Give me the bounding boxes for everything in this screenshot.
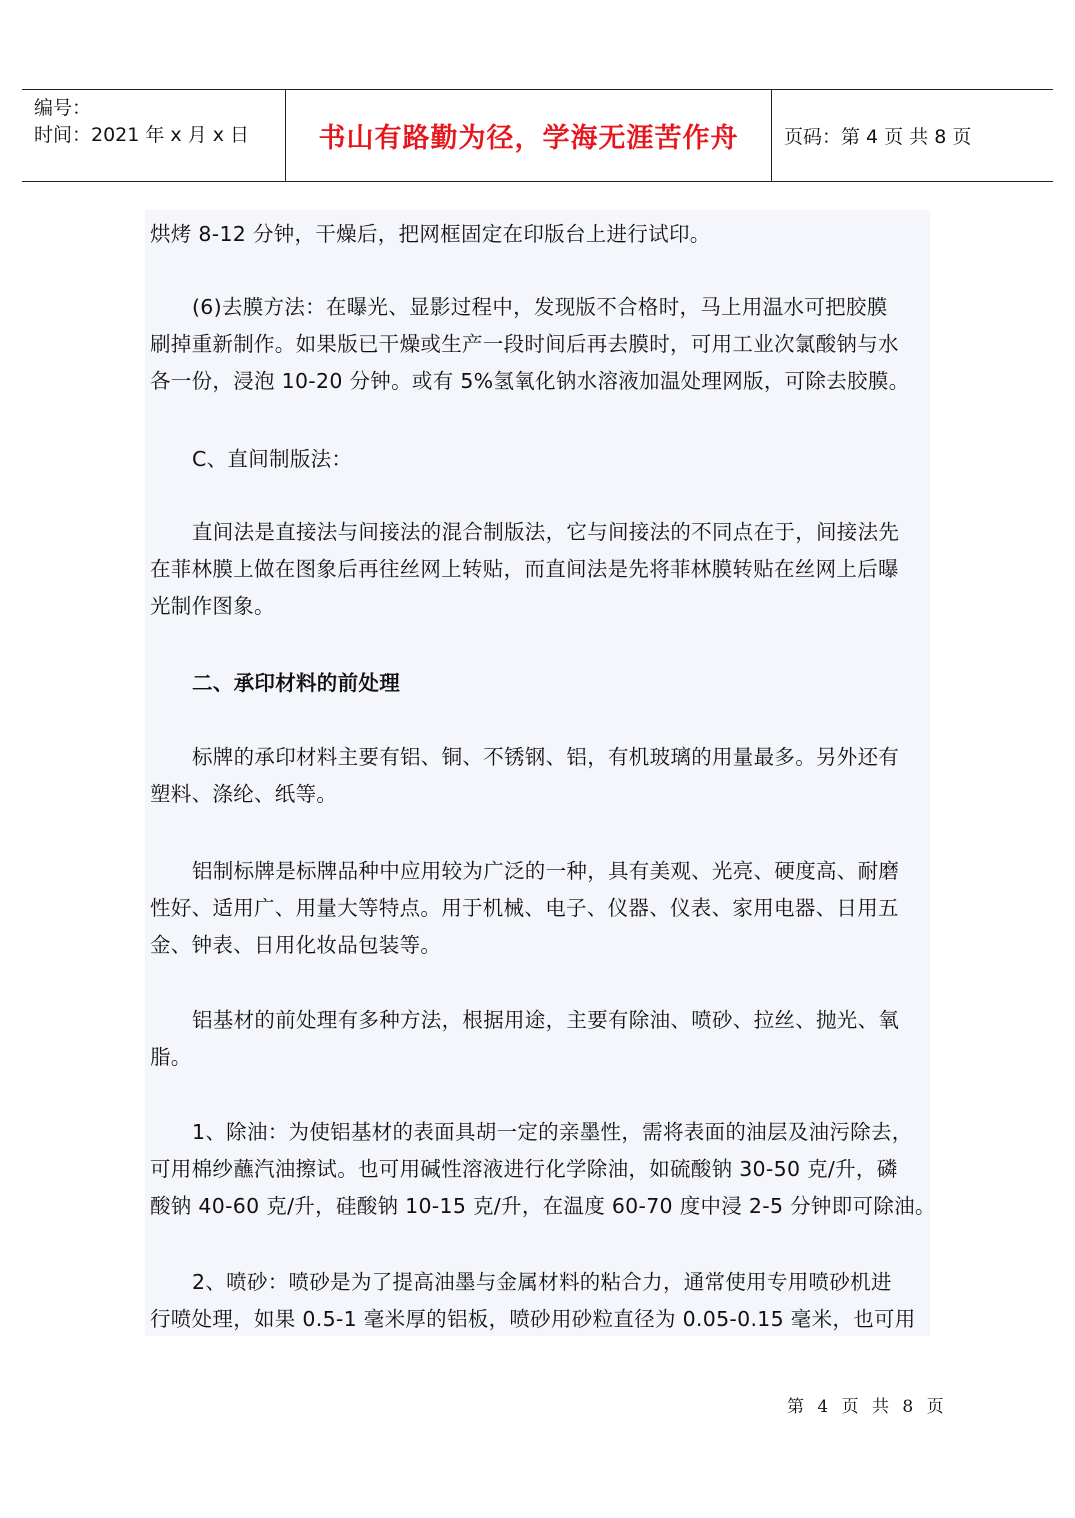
header-page-info: 页码：第 4 页 共 8 页	[784, 126, 972, 148]
paragraph-pretreatment-methods	[150, 1002, 940, 1076]
paragraph-direct-indirect	[150, 514, 940, 625]
header-motto: 书山有路勤为径，学海无涯苦作舟	[318, 123, 739, 154]
text-line: 铝基材的前处理有多种方法，根据用途，主要有除油、喷砂、拉丝、抛光、氧	[192, 1008, 900, 1032]
paragraph-degreasing	[150, 1114, 940, 1225]
text-line: (6)去膜方法：在曝光、显影过程中，发现版不合格时，马上用温水可把胶膜	[192, 295, 888, 319]
section-heading	[150, 665, 940, 702]
text-line: 可用棉纱蘸汽油擦试。也可用碱性溶液进行化学除油，如硫酸钠 30-50 克/升，磷	[150, 1157, 898, 1181]
document-header	[22, 89, 1053, 182]
text-line: 光制作图象。	[150, 594, 275, 618]
text-line: 2、喷砂：喷砂是为了提高油墨与金属材料的粘合力，通常使用专用喷砂机进	[192, 1270, 892, 1294]
text-line: 烘烤 8-12 分钟，干燥后，把网框固定在印版台上进行试印。	[150, 222, 711, 246]
heading-text: 二、承印材料的前处理	[192, 671, 400, 695]
paragraph-sandblasting	[150, 1264, 940, 1338]
header-page-cell	[772, 90, 1053, 181]
paragraph-direct-indirect-title	[150, 441, 940, 478]
text-line: 标牌的承印材料主要有铝、铜、不锈钢、铝，有机玻璃的用量最多。另外还有	[192, 745, 900, 769]
text-line: 刷掉重新制作。如果版已干燥或生产一段时间后再去膜时，可用工业次氯酸钠与水	[150, 332, 899, 356]
page-footer: 第 4 页 共 8 页	[787, 1397, 946, 1417]
text-line: 各一份，浸泡 10-20 分钟。或有 5%氢氧化钠水溶液加温处理网版，可除去胶膜。	[150, 369, 910, 393]
text-line: C、直间制版法：	[192, 447, 353, 471]
header-motto-cell	[285, 90, 772, 181]
text-line: 1、除油：为使铝基材的表面具胡一定的亲墨性，需将表面的油层及油污除去，	[192, 1120, 913, 1144]
text-line: 金、钟表、日用化妆品包装等。	[150, 933, 442, 957]
text-line: 行喷处理，如果 0.5-1 毫米厚的铝板，喷砂用砂粒直径为 0.05-0.15 毫米，也可用	[150, 1307, 916, 1331]
text-line: 性好、适用广、用量大等特点。用于机械、电子、仪器、仪表、家用电器、日用五	[150, 896, 899, 920]
document-time-label: 时间：2021 年 x 月 x 日	[34, 124, 250, 146]
text-line: 铝制标牌是标牌品种中应用较为广泛的一种，具有美观、光亮、硬度高、耐磨	[192, 859, 900, 883]
text-line: 在菲林膜上做在图象后再往丝网上转贴，而直间法是先将菲林膜转贴在丝网上后曝	[150, 557, 899, 581]
document-number-label: 编号：	[34, 97, 92, 119]
paragraph-film-removal	[150, 289, 940, 400]
text-line: 直间法是直接法与间接法的混合制版法，它与间接法的不同点在于，间接法先	[192, 520, 900, 544]
paragraph-materials	[150, 739, 940, 813]
paragraph-aluminum-signs	[150, 853, 940, 964]
header-meta-cell	[22, 90, 285, 181]
document-body	[145, 210, 936, 1336]
text-line: 塑料、涤纶、纸等。	[150, 782, 338, 806]
text-line: 酸钠 40-60 克/升，硅酸钠 10-15 克/升，在温度 60-70 度中浸 2-5 分钟即可除油。	[150, 1194, 936, 1218]
text-line: 脂。	[150, 1045, 192, 1069]
paragraph-baking	[150, 216, 940, 253]
